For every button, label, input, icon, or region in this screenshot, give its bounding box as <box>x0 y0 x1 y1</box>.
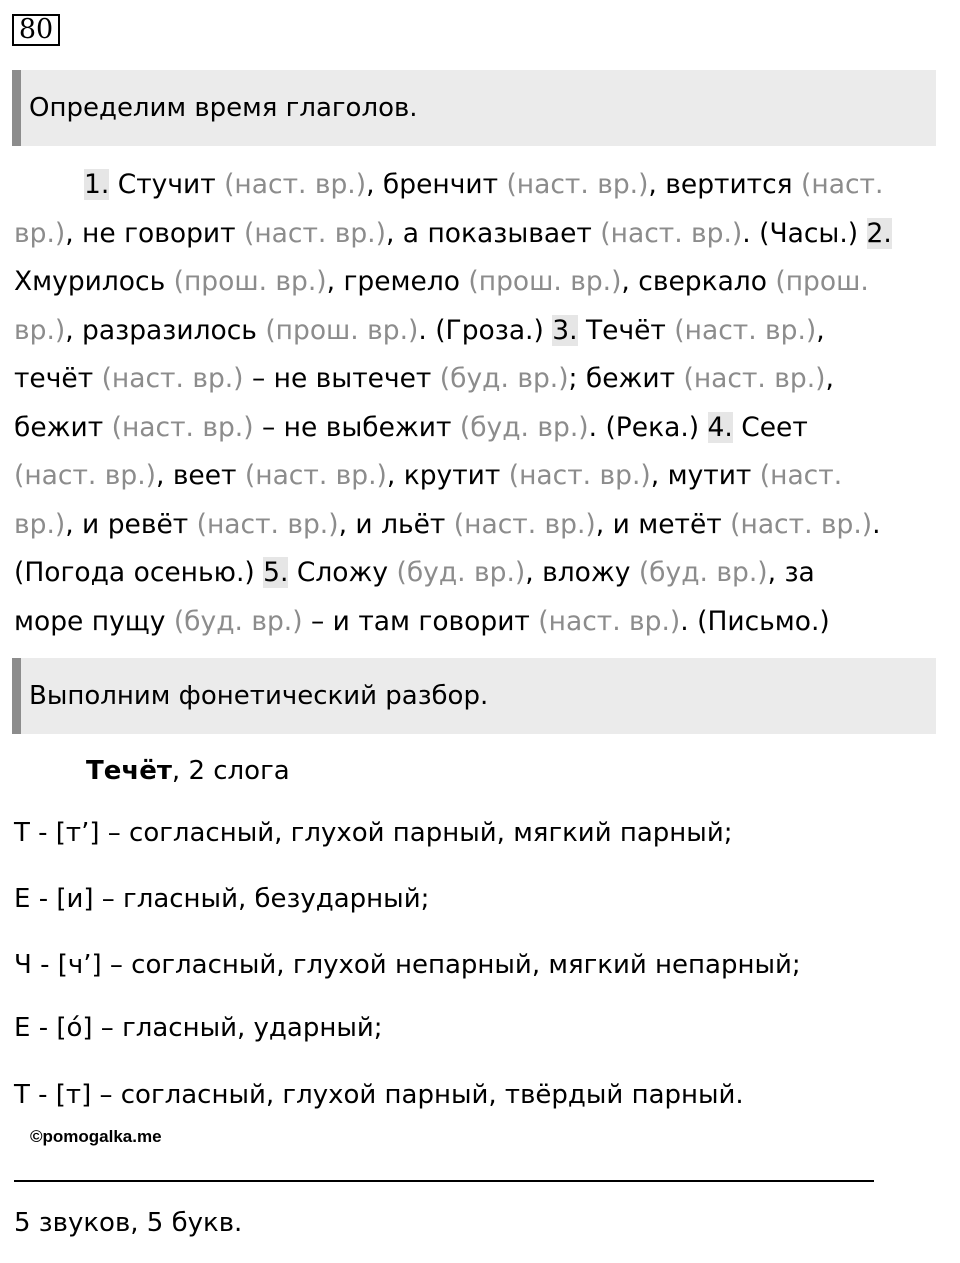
paragraph-line <box>14 258 954 307</box>
text-segment: . (Часы.) <box>742 217 867 249</box>
text-segment: , за <box>767 557 815 588</box>
tense-annotation: (наст. вр.) <box>600 217 743 249</box>
heading-text: Выполним фонетический разбор. <box>29 681 489 711</box>
tense-annotation: (буд. вр.) <box>638 557 768 588</box>
text-segment: , веет <box>155 460 245 491</box>
tense-annotation: (прош. вр.) <box>265 314 419 346</box>
answer-paragraph <box>14 161 954 646</box>
text-segment: , мутит <box>650 460 760 491</box>
text-segment: , гремело <box>326 266 469 297</box>
text-segment: – не выбежит <box>253 411 460 443</box>
text-segment: , и льёт <box>338 508 454 540</box>
paragraph-line <box>14 355 954 404</box>
text-segment: . <box>872 508 881 540</box>
text-segment: . (Река.) <box>588 411 708 443</box>
text-segment: Сложу <box>288 557 397 588</box>
tense-annotation: вр.) <box>14 508 66 540</box>
paragraph-line <box>14 210 954 259</box>
analyzed-word: Течёт <box>86 756 172 786</box>
riddle-number: 1. <box>84 169 110 200</box>
text-segment: Течёт <box>577 314 675 346</box>
riddle-number: 2. <box>866 217 892 249</box>
tense-annotation: (наст. вр.) <box>674 314 817 346</box>
divider <box>14 1180 874 1182</box>
tense-annotation: (наст. вр.) <box>538 605 681 637</box>
text-segment: , а показывает <box>385 217 601 249</box>
text-segment: , сверкало <box>621 266 776 297</box>
text-segment: , вложу <box>525 557 639 588</box>
text-segment: , бренчит <box>366 169 507 200</box>
word-title <box>86 756 290 786</box>
heading-text: Определим время глаголов. <box>29 93 418 123</box>
text-segment: Стучит <box>109 169 225 200</box>
paragraph-line <box>14 404 954 453</box>
paragraph-line <box>14 501 954 550</box>
phonetic-line: Е - [и] – гласный, безударный; <box>14 884 430 914</box>
tense-annotation: (наст. вр.) <box>243 217 386 249</box>
text-segment: , разразилось <box>65 314 266 346</box>
paragraph-line <box>14 598 954 647</box>
text-segment: – и там говорит <box>302 605 539 637</box>
text-segment: , вертится <box>648 169 802 200</box>
tense-annotation: (наст. вр.) <box>244 460 387 491</box>
tense-annotation: (наст. вр.) <box>14 460 156 491</box>
syllable-count: , 2 слога <box>171 756 290 786</box>
text-segment: , и ревёт <box>65 508 197 540</box>
tense-annotation: вр.) <box>14 217 66 249</box>
tense-annotation: вр.) <box>14 314 66 346</box>
tense-annotation: (наст. вр.) <box>101 363 244 394</box>
text-segment: , крутит <box>386 460 509 491</box>
copyright-watermark: ©pomogalka.me <box>30 1127 162 1146</box>
paragraph-line <box>14 307 954 356</box>
tense-annotation: (наст. вр.) <box>453 508 596 540</box>
text-segment: , и метёт <box>595 508 731 540</box>
tense-annotation: (наст. вр.) <box>111 411 254 443</box>
text-segment: – не вытечет <box>243 363 440 394</box>
phonetic-line: Е - [о́] – гласный, ударный; <box>14 1013 383 1043</box>
paragraph-line <box>14 161 954 210</box>
tense-annotation: (буд. вр.) <box>459 411 589 443</box>
section-heading-verb-tense <box>12 70 936 146</box>
riddle-number: 3. <box>552 314 578 346</box>
section-heading-phonetic <box>12 658 936 734</box>
tense-annotation: (прош. вр.) <box>173 266 327 297</box>
text-segment: бежит <box>14 411 112 443</box>
tense-annotation: (наст. вр.) <box>506 169 649 200</box>
riddle-number: 4. <box>707 411 733 443</box>
phonetic-line: Т - [т’] – согласный, глухой парный, мягкий парный; <box>14 818 733 848</box>
text-segment: Сеет <box>732 411 808 443</box>
tense-annotation: (наст. вр.) <box>508 460 651 491</box>
tense-annotation: (наст. <box>759 460 843 491</box>
text-segment: , <box>825 363 834 394</box>
tense-annotation: (прош. <box>775 266 869 297</box>
text-segment: море пущу <box>14 605 174 637</box>
paragraph-line <box>14 549 954 598</box>
task-number: 80 <box>12 14 60 46</box>
text-segment: , не говорит <box>65 217 244 249</box>
tense-annotation: (буд. вр.) <box>173 605 303 637</box>
text-segment: , <box>816 314 825 346</box>
paragraph-line <box>14 452 954 501</box>
summary-line: 5 звуков, 5 букв. <box>14 1208 243 1238</box>
tense-annotation: (наст. <box>801 169 884 200</box>
riddle-number: 5. <box>263 557 289 588</box>
text-segment: течёт <box>14 363 102 394</box>
text-segment: . (Гроза.) <box>418 314 553 346</box>
text-segment: . (Письмо.) <box>680 605 830 637</box>
text-segment: (Погода осенью.) <box>14 557 264 588</box>
tense-annotation: (наст. вр.) <box>196 508 339 540</box>
tense-annotation: (буд. вр.) <box>396 557 526 588</box>
tense-annotation: (наст. вр.) <box>730 508 873 540</box>
tense-annotation: (наст. вр.) <box>224 169 367 200</box>
text-segment: Хмурилось <box>14 266 174 297</box>
phonetic-line: Т - [т] – согласный, глухой парный, твёрдый парный. <box>14 1080 744 1110</box>
tense-annotation: (буд. вр.) <box>439 363 569 394</box>
tense-annotation: (наст. вр.) <box>683 363 826 394</box>
phonetic-line: Ч - [ч’] – согласный, глухой непарный, мягкий непарный; <box>14 950 801 980</box>
tense-annotation: (прош. вр.) <box>468 266 622 297</box>
text-segment: ; бежит <box>568 363 684 394</box>
